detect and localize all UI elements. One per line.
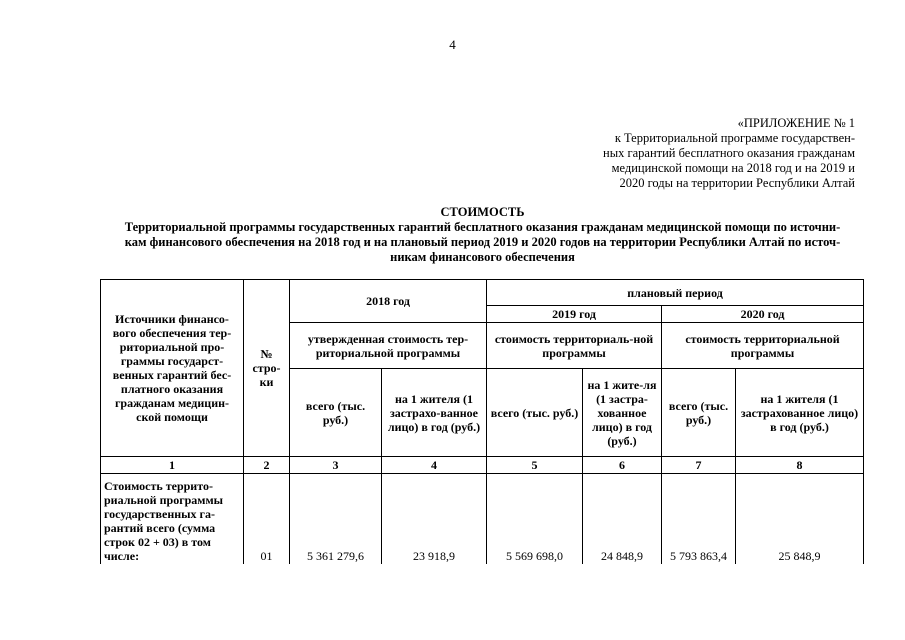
row-no: 01: [244, 474, 290, 564]
appendix-line: 2020 годы на территории Республики Алтай: [619, 176, 855, 190]
column-number: 8: [736, 457, 864, 474]
header-per-resident-2019: на 1 жите-ля (1 застра-хованное лицо) в год (руб.): [583, 369, 662, 457]
column-number: 6: [583, 457, 662, 474]
title-line: никам финансового обеспечения: [390, 250, 575, 264]
cell-total-2019: 5 569 698,0: [487, 474, 583, 564]
page-number: 4: [449, 37, 456, 52]
row-name: Стоимость террито-риальной программы государственных га-рантий всего (сумма строк 02 + 03) в том числе:: [101, 474, 244, 564]
title-main: СТОИМОСТЬ: [440, 205, 525, 219]
document-title: [100, 205, 865, 265]
header-per-resident-2020: на 1 жителя (1 застрахованное лицо) в год (руб.): [736, 369, 864, 457]
appendix-line: «ПРИЛОЖЕНИЕ № 1: [737, 116, 855, 130]
column-number: 4: [382, 457, 487, 474]
header-year-2020: 2020 год: [662, 306, 864, 323]
header-total-2018: всего (тыс. руб.): [290, 369, 382, 457]
header-year-2018: 2018 год: [290, 280, 487, 323]
header-row-no: № стро-ки: [244, 280, 290, 457]
header-approved-cost-2018: утвержденная стоимость тер-риториальной программы: [290, 323, 487, 369]
header-cost-2020: стоимость территориальной программы: [662, 323, 864, 369]
cell-per-resident-2020: 25 848,9: [736, 474, 864, 564]
column-number: 3: [290, 457, 382, 474]
cell-total-2020: 5 793 863,4: [662, 474, 736, 564]
appendix-line: к Территориальной программе государствен-: [614, 131, 855, 145]
column-number: 5: [487, 457, 583, 474]
header-cost-2019: стоимость территориаль-ной программы: [487, 323, 662, 369]
appendix-line: медицинской помощи на 2018 год и на 2019 и: [611, 161, 855, 175]
cell-per-resident-2019: 24 848,9: [583, 474, 662, 564]
header-per-resident-2018: на 1 жителя (1 застрахо-ванное лицо) в год (руб.): [382, 369, 487, 457]
column-number: 1: [101, 457, 244, 474]
cost-table: [100, 279, 864, 564]
column-number: 7: [662, 457, 736, 474]
header-total-2020: всего (тыс. руб.): [662, 369, 736, 457]
appendix-note: [555, 116, 855, 191]
cell-total-2018: 5 361 279,6: [290, 474, 382, 564]
table-row: [101, 474, 864, 564]
header-year-2019: 2019 год: [487, 306, 662, 323]
header-sources: Источники финансо-вого обеспечения тер-риториальной про-граммы государст-венных гарантий бес-платного оказания гражданам медицин-ской помощи: [101, 280, 244, 457]
header-total-2019: всего (тыс. руб.): [487, 369, 583, 457]
title-line: Территориальной программы государственных гарантий бесплатного оказания гражданам медицинской помощи по источни-: [124, 220, 841, 234]
appendix-line: ных гарантий бесплатного оказания гражданам: [603, 146, 855, 160]
cell-per-resident-2018: 23 918,9: [382, 474, 487, 564]
title-line: кам финансового обеспечения на 2018 год и на плановый период 2019 и 2020 годов на территории Республики Алтай по источ-: [124, 235, 841, 249]
column-number: 2: [244, 457, 290, 474]
header-planned-period: плановый период: [487, 280, 864, 306]
